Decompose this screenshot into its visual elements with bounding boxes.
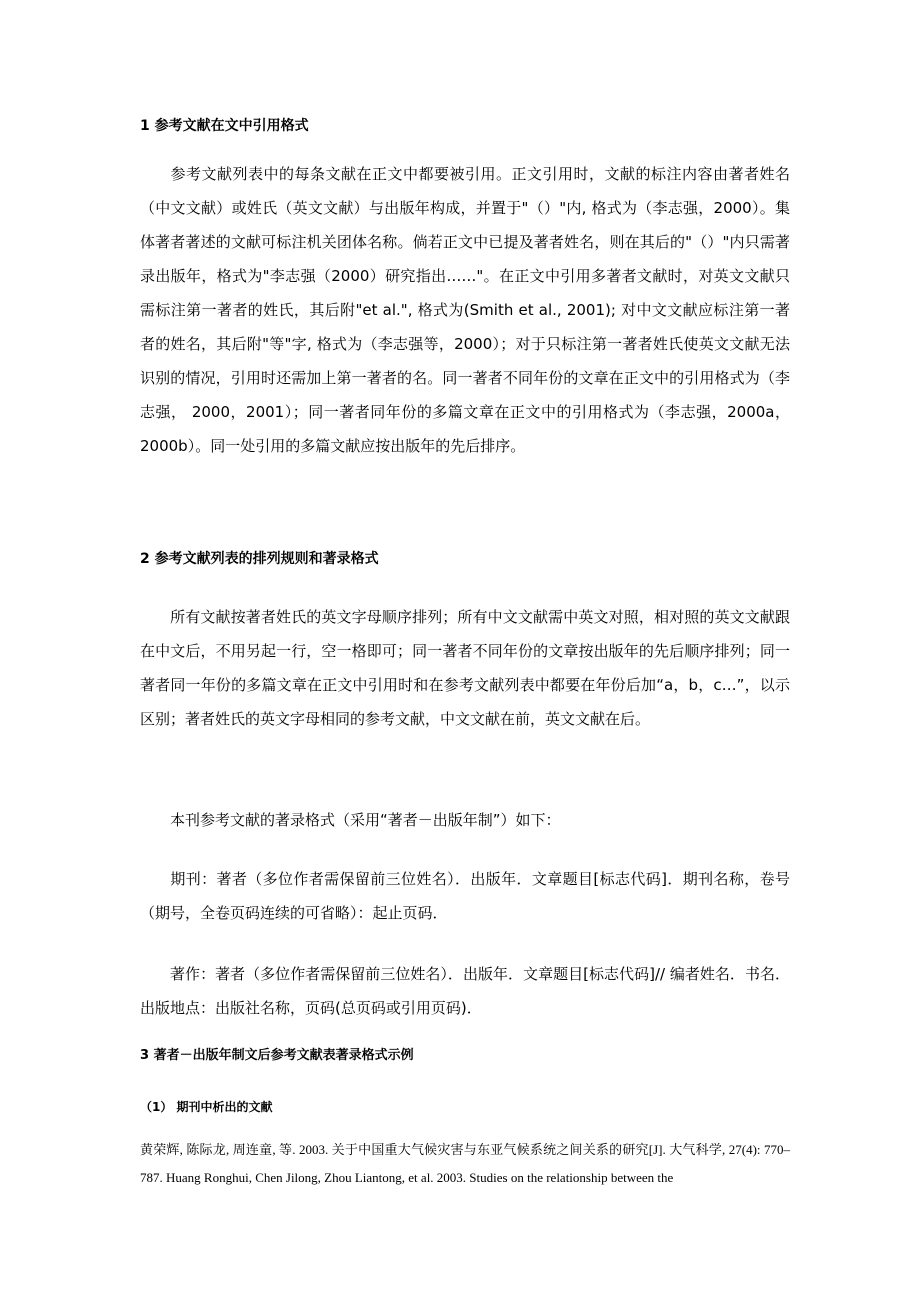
- book-format-text: 著作：著者（多位作者需保留前三位姓名）．出版年．文章题目[标志代码]// 编者姓名．书名．出版地点：出版社名称，页码(总页码或引用页码)．: [140, 965, 790, 1017]
- section-1-heading: 1 参考文献在文中引用格式: [140, 118, 309, 134]
- section-1-paragraph: [140, 157, 790, 463]
- section-1-paragraph-text: 参考文献列表中的每条文献在正文中都要被引用。正文引用时，文献的标注内容由著者姓名（中文文献）或姓氏（英文文献）与出版年构成，并置于"（）"内, 格式为（李志强，2000）。集体著者著述的文献可标注机关团体名称。倘若正文中已提及著者姓名，则在其后的"（）"内只需著录出版年，格式为"李志强（2000）研究指出……"。在正文中引用多著者文献时，对英文文献只需标注第一著者的姓氏，其后附"et al.", 格式为(Smith et al., 2001); 对中文文献应标注第一著者的姓名，其后附"等"字, 格式为（李志强等，2000）；对于只标注第一著者姓氏使英文文献无法识别的情况，引用时还需加上第一著者的名。同一著者不同年份的文章在正文中的引用格式为（李志强， 2000，2001）；同一著者同年份的多篇文章在正文中的引用格式为（李志强，2000a，2000b）。同一处引用的多篇文献应按出版年的先后排序。: [140, 165, 790, 455]
- section-2-paragraph-text: 所有文献按著者姓氏的英文字母顺序排列；所有中文文献需中英文对照，相对照的英文文献跟在中文后，不用另起一行，空一格即可；同一著者不同年份的文章按出版年的先后顺序排列；同一著者同一年份的多篇文章在正文中引用时和在参考文献列表中都要在年份后加“a，b，c…”，以示区别；著者姓氏的英文字母相同的参考文献，中文文献在前，英文文献在后。: [140, 608, 790, 728]
- section-2-heading: 2 参考文献列表的排列规则和著录格式: [140, 551, 379, 567]
- book-format: [140, 957, 790, 1025]
- section-3-heading: 3 著者－出版年制文后参考文献表著录格式示例: [140, 1048, 414, 1063]
- section-2-paragraph: [140, 600, 790, 736]
- journal-format-text: 期刊：著者（多位作者需保留前三位姓名）．出版年．文章题目[标志代码]．期刊名称，卷号（期号，全卷页码连续的可省略）：起止页码．: [140, 870, 790, 922]
- section-3-subheading: （1） 期刊中析出的文献: [140, 1100, 273, 1114]
- journal-format: [140, 862, 790, 930]
- format-intro: [140, 803, 790, 837]
- reference-example: 黄荣辉, 陈际龙, 周连童, 等. 2003. 关于中国重大气候灾害与东亚气候系统之间关系的研究[J]. 大气科学, 27(4): 770–787. Huang Ronghui, Chen Jilong, Zhou Liantong, et al. 2003. Studies on the relationship between the: [140, 1142, 790, 1185]
- format-intro-text: 本刊参考文献的著录格式（采用“著者－出版年制”）如下：: [170, 811, 561, 829]
